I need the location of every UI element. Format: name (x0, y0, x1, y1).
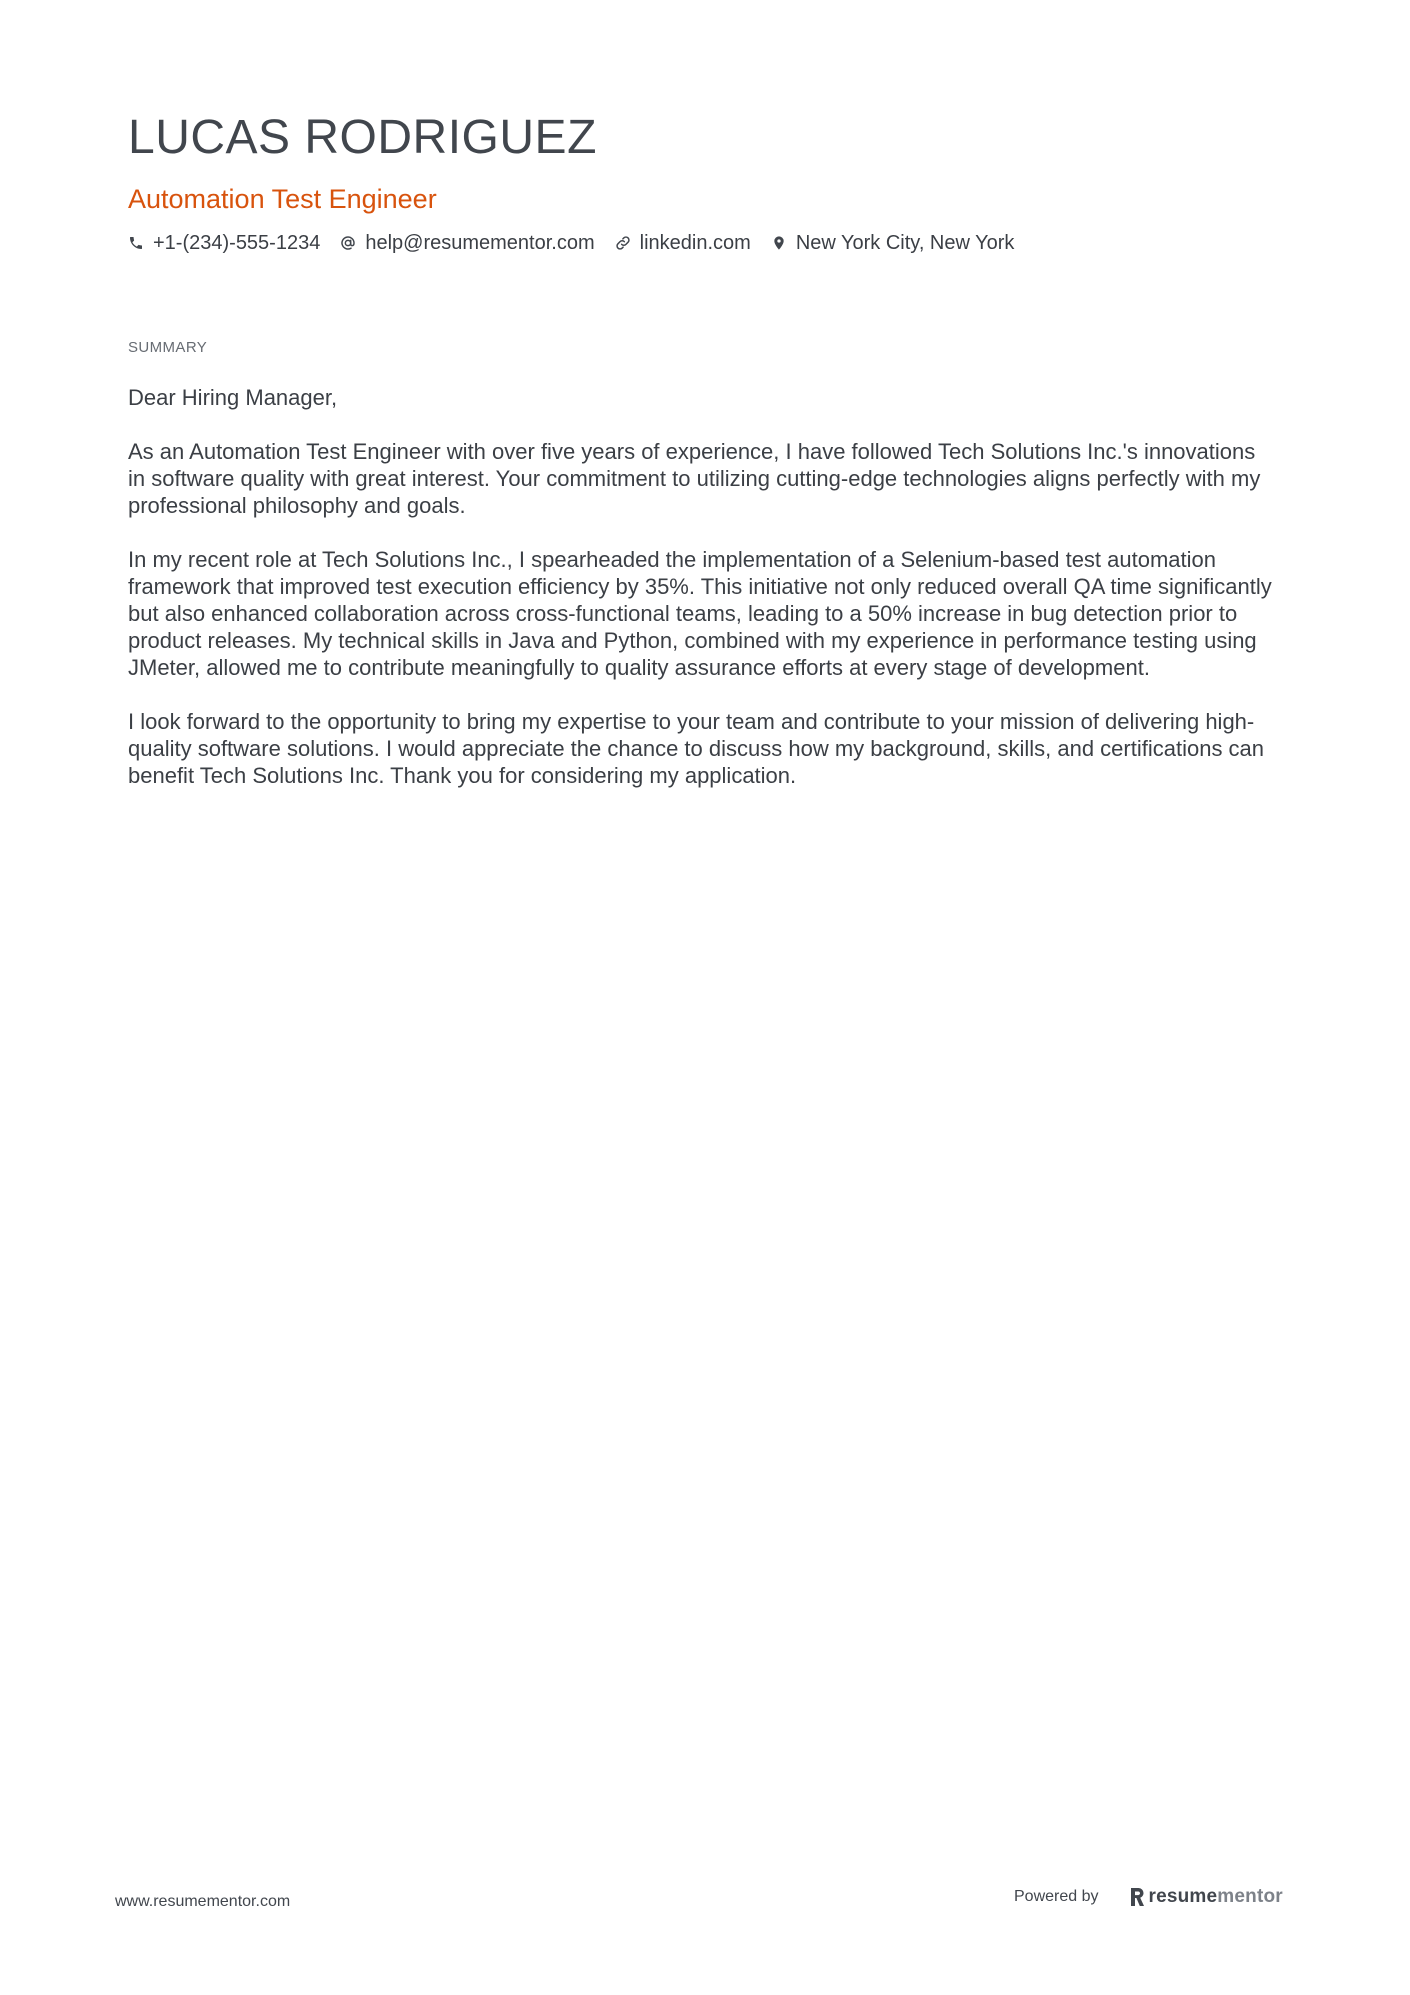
contact-phone (128, 231, 320, 255)
candidate-name: LUCAS RODRIGUEZ (128, 111, 597, 164)
email-link[interactable]: help@resumementor.com (365, 232, 595, 255)
footer-branding (1014, 1886, 1283, 1908)
location-text: New York City, New York (795, 232, 1015, 255)
section-heading-summary: SUMMARY (128, 339, 208, 357)
phone-icon (128, 235, 144, 251)
linkedin-link[interactable]: linkedin.com (639, 232, 751, 255)
letter-paragraph: I look forward to the opportunity to bring my expertise to your team and contribute to your mission of delivering high-quality software solutions. I would appreciate the chance to discuss how my background, skills, and certifications can benefit Tech Solutions Inc. Thank you for considering my application. (128, 709, 1265, 789)
job-title: Automation Test Engineer (128, 183, 437, 214)
salutation: Dear Hiring Manager, (128, 385, 338, 411)
phone-text: +1-(234)-555-1234 (153, 232, 321, 255)
at-icon (340, 235, 356, 251)
location-pin-icon (771, 235, 787, 251)
powered-by-label: Powered by (1014, 1888, 1099, 1905)
cover-letter-page (128, 112, 1278, 789)
letter-paragraph: As an Automation Test Engineer with over five years of experience, I have followed Tech Solutions Inc.'s innovations in software quality with great interest. Your commitment to utilizing cutting-edge technologies aligns perfectly with my professional philosophy and goals. (128, 439, 1261, 519)
link-icon (615, 235, 631, 251)
contact-row (128, 231, 1278, 255)
resumementor-logo-icon (1129, 1887, 1145, 1907)
resumementor-logo[interactable] (1129, 1886, 1283, 1908)
contact-link (615, 231, 751, 255)
letter-paragraph: In my recent role at Tech Solutions Inc., I spearheaded the implementation of a Selenium-based test automation framework that improved test execution efficiency by 35%. This initiative not only reduced overall QA time significantly but also enhanced collaboration across cross-functional teams, leading to a 50% increase in bug detection prior to product releases. My technical skills in Java and Python, combined with my experience in performance testing using JMeter, allowed me to contribute meaningfully to quality assurance efforts at every stage of development. (128, 547, 1272, 681)
logo-text-resume: resume (1148, 1886, 1218, 1907)
footer-website-link[interactable]: www.resumementor.com (115, 1893, 291, 1910)
logo-text-mentor: mentor (1217, 1886, 1283, 1907)
contact-location (771, 231, 1015, 255)
contact-email (340, 231, 594, 255)
